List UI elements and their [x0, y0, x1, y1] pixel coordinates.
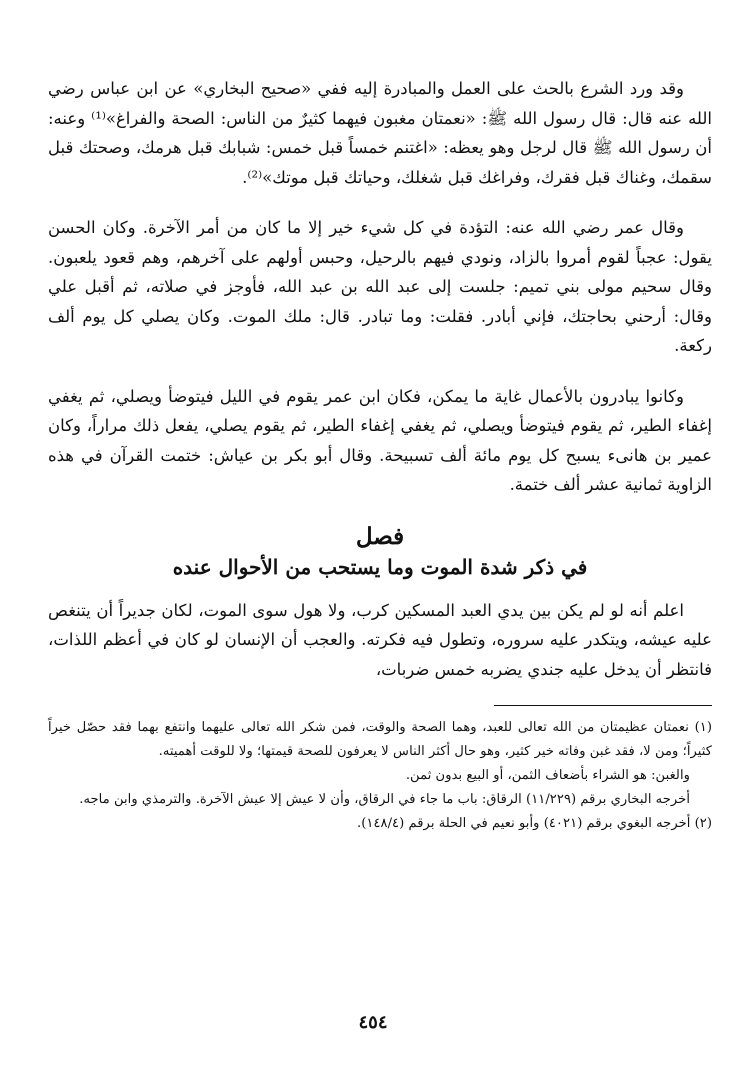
page-number: ٤٥٤: [358, 1012, 388, 1033]
body-paragraph-1: وقد ورد الشرع بالحث على العمل والمبادرة إليه ففي «صحيح البخاري» عن ابن عباس رضي الله عنه قال: قال رسول الله ﷺ: «نعمتان مغبون فيهما كثيرٌ من الناس: الصحة والفراغ»⁽¹⁾ وعنه: أن رسول الله ﷺ قال لرجل وهو يعظه: «اغتنم خمساً قبل خمس: شبابك قبل هرمك، وصحتك قبل سقمك، وغناك قبل فقرك، وفراغك قبل شغلك، وحياتك قبل موتك»⁽²⁾.: [48, 79, 712, 187]
footnote-2: (٢) أخرجه البغوي برقم (٤٠٢١) وأبو نعيم في الحلة برقم (١٤٨/٤).: [357, 816, 712, 831]
section-header: [48, 522, 712, 582]
body-paragraph-3: وكانوا يبادرون بالأعمال غاية ما يمكن، فكان ابن عمر يقوم في الليل فيتوضأ ويصلي، ثم يغفي إغفاء الطير، ثم يقوم فيتوضأ ويصلي، ثم يغفي إغفاء الطير، ثم يقوم يصلي، يفعل ذلك مراراً، وكان عمير بن هانىء يسبح كل يوم مائة ألف تسبيحة. وقال أبو بكر بن عياش: ختمت القرآن في هذه الزاوية ثمانية عشر ألف ختمة.: [48, 386, 712, 494]
footnotes: [48, 716, 712, 836]
footnote-1-source: أخرجه البخاري برقم (١١/٢٢٩) الرقاق: باب ما جاء في الرقاق، وأن لا عيش إلا عيش الآخرة. والترمذي وابن ماجه.: [79, 792, 690, 807]
footnote-1: (١) نعمتان عظيمتان من الله تعالى للعبد، وهما الصحة والوقت، فمن شكر الله تعالى عليهما وانتفع بهما فقد حصّل خيراً كثيراً؛ ومن لا، فقد غبن وفاته خير كثير، وهو حال أكثر الناس لا يعرفون للصحة قيمتها؛ ولا للوقت أهميته.: [48, 720, 712, 759]
section-paragraph: اعلم أنه لو لم يكن بين يدي العبد المسكين كرب، ولا هول سوى الموت، لكان جديراً أن يتنغص عليه عيشه، ويتكدر عليه سروره، وتطول فيه فكرته. والعجب أن الإنسان لو كان في أعظم اللذات، فانتظر أن يدخل عليه جندي يضربه خمس ضربات،: [48, 600, 712, 679]
footnote-divider: [494, 705, 712, 706]
body-paragraph-2: وقال عمر رضي الله عنه: التؤدة في كل شيء خير إلا ما كان من أمر الآخرة. وكان الحسن يقول: عجباً لقوم أمروا بالزاد، ونودي فيهم بالرحيل، وحبس أولهم على آخرهم، وهم قعود يلعبون. وقال سحيم مولى بني تميم: جلست إلى عبد الله بن عبد الله، فأوجز في صلاته، ثم أقبل علي وقال: أرحني بحاجتك، فإني أبادر. فقلت: وما تبادر. قال: ملك الموت. وكان يصلي كل يوم ألف ركعة.: [48, 218, 712, 355]
section-title: في ذكر شدة الموت وما يستحب من الأحوال عنده: [172, 554, 588, 579]
footnote-1-ghabn: والغبن: هو الشراء بأضعاف الثمن، أو البيع بدون ثمن.: [405, 768, 690, 783]
section-word: فصل: [355, 522, 405, 550]
book-page: [48, 74, 712, 836]
